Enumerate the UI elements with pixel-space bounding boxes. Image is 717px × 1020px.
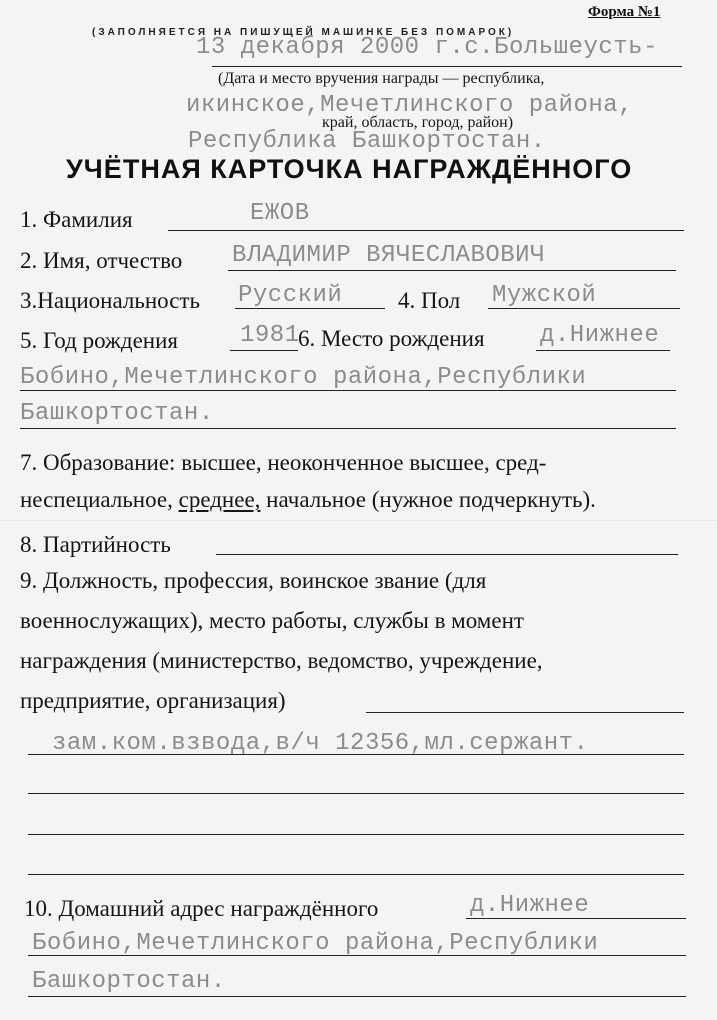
award-place-underline (212, 66, 682, 67)
award-place-line2: икинское,Мечетлинского района, (186, 92, 634, 119)
birth-place-line1 (536, 350, 670, 351)
address-line3 (28, 996, 686, 997)
position-line4: предприятие, организация) (20, 688, 286, 713)
birth-place-value-line2: Бобино,Мечетлинского района,Республики (20, 364, 587, 391)
card-title: УЧЁТНАЯ КАРТОЧКА НАГРАЖДЁННОГО (66, 154, 633, 184)
address-value-line2: Бобино,Мечетлинского района,Республики (32, 930, 599, 957)
typing-instruction: (ЗАПОЛНЯЕТСЯ НА ПИШУЩЕЙ МАШИНКЕ БЕЗ ПОМАРОК) (92, 27, 515, 38)
address-label: 10. Домашний адрес награждённого (24, 896, 379, 921)
name-label: 2. Имя, отчество (20, 248, 183, 273)
education-line2 (20, 487, 596, 513)
position-blank-line1 (28, 793, 684, 794)
award-place-line1: 13 декабря 2000 г.с.Большеусть- (196, 34, 658, 61)
education-option-prefix: неспециальное, (20, 487, 173, 512)
education-option-suffix: начальное (нужное подчеркнуть). (266, 487, 596, 512)
position-line3: награждения (министерство, ведомство, учреждение, (20, 648, 543, 673)
birth-year-value: 1981 (240, 322, 300, 349)
surname-value: ЕЖОВ (250, 200, 310, 227)
position-line2: военнослужащих), место работы, службы в момент (20, 608, 524, 633)
gender-value: Мужской (492, 282, 597, 309)
position-value-line (28, 754, 684, 755)
award-hint-line2: край, область, город, район) (322, 114, 514, 131)
birth-place-value-line1: д.Нижнее (540, 322, 660, 349)
gender-label: 4. Пол (398, 288, 461, 313)
nationality-line (235, 308, 385, 309)
surname-line (168, 230, 684, 231)
address-value-line3: Башкортостан. (32, 968, 226, 995)
birth-place-label: 6. Место рождения (298, 326, 485, 351)
address-line2 (28, 955, 686, 956)
party-label: 8. Партийность (20, 532, 171, 557)
award-hint-line1: (Дата и место вручения награды — республика, (218, 70, 545, 87)
address-line1 (466, 918, 686, 919)
paper-fold (0, 520, 717, 521)
nationality-value: Русский (238, 282, 343, 309)
position-line1: 9. Должность, профессия, воинское звание (для (20, 568, 487, 593)
party-line (216, 554, 678, 555)
position-blank-line3 (28, 874, 684, 875)
birth-place-value-line3: Башкортостан. (20, 400, 214, 427)
birth-place-line3 (20, 428, 676, 429)
position-value: зам.ком.взвода,в/ч 12356,мл.сержант. (52, 730, 589, 757)
education-selected-option: среднее, (178, 487, 261, 512)
gender-line (488, 308, 680, 309)
education-line1: 7. Образование: высшее, неоконченное высшее, сред- (20, 450, 547, 475)
birth-place-line2 (20, 390, 676, 391)
form-number: Форма №1 (588, 4, 661, 20)
birth-year-line (230, 350, 298, 351)
birth-year-label: 5. Год рождения (20, 328, 178, 353)
nationality-label: 3.Национальность (20, 288, 201, 313)
name-value: ВЛАДИМИР ВЯЧЕСЛАВОВИЧ (232, 242, 545, 269)
surname-label: 1. Фамилия (20, 207, 133, 232)
position-blank-line2 (28, 834, 684, 835)
name-line (228, 270, 676, 271)
award-place-line3: Республика Башкортостан. (188, 128, 546, 155)
address-value-line1: д.Нижнее (470, 892, 590, 919)
position-line4-underline (366, 712, 684, 713)
